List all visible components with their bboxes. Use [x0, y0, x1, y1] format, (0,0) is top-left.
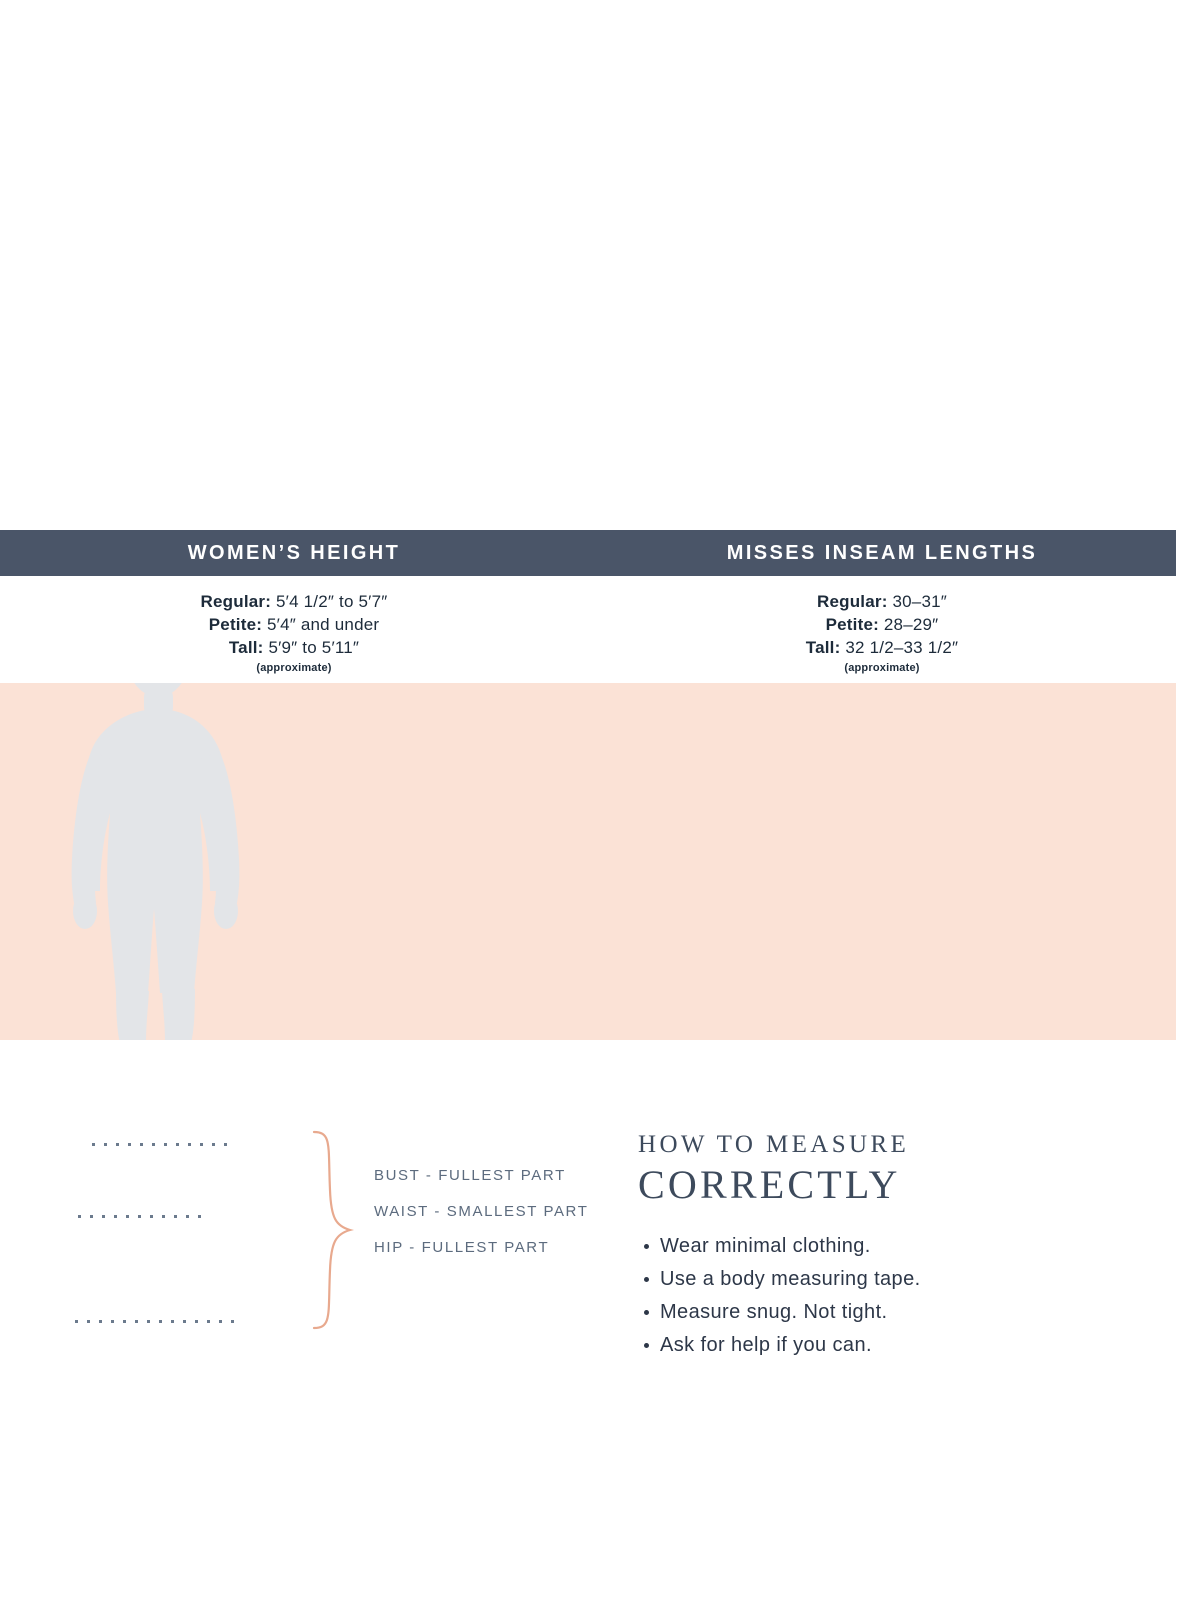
inseam-tall-line [806, 636, 958, 659]
label-bust: BUST - FULLEST PART [374, 1167, 566, 1184]
label-waist: WAIST - SMALLEST PART [374, 1203, 589, 1220]
tip-item: Measure snug. Not tight. [660, 1296, 1108, 1329]
measurement-labels-list [374, 1158, 614, 1266]
height-regular-label: Regular: [200, 592, 272, 611]
womens-height-title: WOMEN’S HEIGHT [187, 541, 401, 564]
bust-measure-line [92, 1143, 232, 1146]
height-tall-line [229, 636, 359, 659]
inseam-petite-value: 28–29″ [878, 615, 939, 634]
misses-inseam-title: MISSES INSEAM LENGTHS [726, 541, 1038, 564]
inseam-tall-label: Tall: [805, 638, 841, 657]
inseam-regular-line [817, 590, 947, 613]
measuring-tips-list [638, 1230, 1108, 1362]
label-hip: HIP - FULLEST PART [374, 1239, 550, 1256]
tip-item: Wear minimal clothing. [660, 1230, 1108, 1263]
how-to-measure-kicker: HOW TO MEASURE [638, 1131, 910, 1158]
womens-height-specs [0, 576, 588, 683]
how-to-measure-title: CORRECTLY [638, 1162, 901, 1207]
height-petite-label: Petite: [208, 615, 263, 634]
height-petite-line [209, 613, 380, 636]
inseam-tall-value: 32 1/2–33 1/2″ [840, 638, 959, 657]
misses-inseam-specs [588, 576, 1176, 683]
height-tall-label: Tall: [228, 638, 264, 657]
height-regular-line [201, 590, 388, 613]
how-to-measure-block [638, 1130, 1108, 1362]
height-approximate-note: (approximate) [256, 662, 332, 674]
hip-measure-line [75, 1320, 240, 1323]
female-body-silhouette-icon [30, 683, 300, 1040]
size-guide-sheet [0, 530, 1176, 1356]
inseam-petite-label: Petite: [825, 615, 879, 634]
tip-item: Use a body measuring tape. [660, 1263, 1108, 1296]
height-petite-value: 5′4″ and under [262, 615, 380, 634]
height-regular-value: 5′4 1/2″ to 5′7″ [271, 592, 388, 611]
inseam-approximate-note: (approximate) [844, 662, 920, 674]
how-to-measure-panel [0, 683, 1176, 1040]
measurement-brace-icon [310, 1130, 356, 1330]
header-cell-womens-height [0, 530, 588, 576]
table-header-band [0, 530, 1176, 576]
inseam-petite-line [826, 613, 939, 636]
height-tall-value: 5′9″ to 5′11″ [263, 638, 360, 657]
waist-measure-line [78, 1215, 210, 1218]
tip-item: Ask for help if you can. [660, 1329, 1108, 1362]
inseam-regular-label: Regular: [817, 592, 888, 611]
inseam-regular-value: 30–31″ [887, 592, 947, 611]
header-cell-misses-inseam [588, 530, 1176, 576]
specs-row [0, 576, 1176, 683]
